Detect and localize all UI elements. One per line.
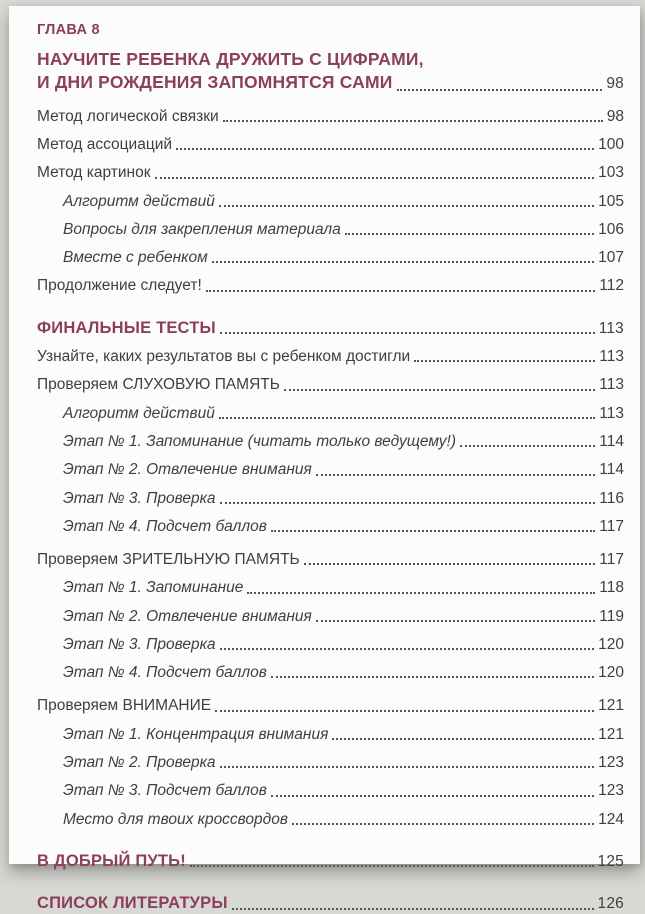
toc-entry-line <box>63 193 624 211</box>
page-number: 121 <box>598 725 624 743</box>
page-number: 114 <box>599 461 624 479</box>
page-number: 98 <box>606 75 624 93</box>
toc-entry-text: В ДОБРЫЙ ПУТЬ! <box>37 851 186 870</box>
toc-entry-text: Этап № 2. Проверка <box>63 754 216 772</box>
toc-entry-text: Вопросы для закрепления материала <box>63 220 341 238</box>
page-number: 117 <box>599 551 624 569</box>
page-number: 113 <box>599 404 624 422</box>
toc-entry <box>37 22 624 39</box>
toc-entry <box>37 108 624 126</box>
toc-entry <box>37 461 624 479</box>
dot-leader <box>223 120 603 122</box>
toc-entry-line <box>37 164 624 182</box>
dot-leader <box>219 417 595 419</box>
toc-entry <box>37 249 624 267</box>
page-number: 119 <box>599 607 624 625</box>
toc-entry-line <box>63 405 624 423</box>
toc-entry-text: Проверяем ЗРИТЕЛЬНУЮ ПАМЯТЬ <box>37 551 300 569</box>
dot-leader <box>284 389 595 391</box>
toc-entry-text: Алгоритм действий <box>63 192 215 210</box>
toc-entry-text: Этап № 1. Запоминание (читать только ведущему!) <box>63 432 457 450</box>
toc-entry <box>37 277 624 295</box>
page-number: 125 <box>597 852 624 870</box>
toc-entry-line <box>63 518 624 536</box>
toc-entry <box>37 319 624 338</box>
toc-entry-line <box>37 71 624 94</box>
dot-leader <box>215 710 594 712</box>
toc-entry-text: НАУЧИТЕ РЕБЕНКА ДРУЖИТЬ С ЦИФРАМИ, <box>37 49 424 70</box>
toc-entry <box>37 136 624 154</box>
dot-leader <box>206 290 596 292</box>
toc-entry <box>37 433 624 451</box>
table-of-contents <box>37 22 624 914</box>
toc-entry <box>37 754 624 772</box>
toc-entry-text: Метод картинок <box>37 164 151 182</box>
toc-entry <box>37 811 624 829</box>
toc-entry <box>37 490 624 508</box>
page-number: 98 <box>606 107 624 125</box>
toc-entry-text: И ДНИ РОЖДЕНИЯ ЗАПОМНЯТСЯ САМИ <box>37 72 393 93</box>
page-number: 124 <box>598 810 624 828</box>
toc-entry-line <box>37 852 624 871</box>
page-number: 107 <box>598 249 624 267</box>
dot-leader <box>271 795 594 797</box>
dot-leader <box>271 530 595 532</box>
page-number: 103 <box>598 164 624 182</box>
toc-entry-line <box>63 579 624 597</box>
dot-leader <box>232 908 594 910</box>
page-number: 120 <box>598 635 624 653</box>
page-number: 123 <box>598 754 624 772</box>
page-number: 113 <box>599 348 624 366</box>
toc-entry-line <box>37 108 624 126</box>
dot-leader <box>219 205 594 207</box>
dot-leader <box>460 445 595 447</box>
toc-entry-line <box>37 22 624 39</box>
dot-leader <box>292 823 594 825</box>
toc-entry <box>37 636 624 654</box>
toc-entry-line <box>63 664 624 682</box>
toc-entry-text: Этап № 2. Отвлечение внимания <box>63 607 312 625</box>
page-number: 113 <box>599 376 624 394</box>
dot-leader <box>220 332 595 334</box>
toc-entry-text: Этап № 1. Концентрация внимания <box>63 725 329 743</box>
book-page <box>9 6 640 913</box>
toc-entry-text: Проверяем ВНИМАНИЕ <box>37 697 212 715</box>
toc-entry-line <box>63 433 624 451</box>
toc-entry <box>37 608 624 626</box>
dot-leader <box>316 474 596 476</box>
toc-entry <box>37 664 624 682</box>
toc-entry <box>37 518 624 536</box>
page-number: 105 <box>598 192 624 210</box>
toc-entry-line <box>63 461 624 479</box>
dot-leader <box>345 233 594 235</box>
dot-leader <box>304 563 596 565</box>
dot-leader <box>332 738 594 740</box>
toc-entry-line <box>63 782 624 800</box>
dot-leader <box>220 648 595 650</box>
toc-entry-text: Этап № 1. Запоминание <box>63 579 244 597</box>
toc-entry-line <box>37 551 624 569</box>
toc-entry-line <box>63 726 624 744</box>
dot-leader <box>190 865 594 867</box>
page-number: 120 <box>598 664 624 682</box>
page-number: 118 <box>599 579 624 597</box>
toc-entry <box>37 726 624 744</box>
dot-leader <box>212 261 594 263</box>
toc-entry <box>37 164 624 182</box>
toc-entry <box>37 405 624 423</box>
toc-entry <box>37 193 624 211</box>
dot-leader <box>220 766 595 768</box>
toc-entry <box>37 48 624 95</box>
toc-entry-text: ФИНАЛЬНЫЕ ТЕСТЫ <box>37 318 216 337</box>
page-number: 106 <box>598 220 624 238</box>
toc-entry-line <box>63 636 624 654</box>
page-number: 116 <box>599 489 624 507</box>
toc-entry-line <box>37 348 624 366</box>
page-number: 112 <box>599 277 624 295</box>
dot-leader <box>271 676 594 678</box>
toc-entry-text: Вместе с ребенком <box>63 249 208 267</box>
toc-entry-text: Этап № 4. Подсчет баллов <box>63 664 267 682</box>
dot-leader <box>414 360 595 362</box>
toc-entry-line <box>37 277 624 295</box>
toc-entry-line <box>63 249 624 267</box>
page-number: 114 <box>599 432 624 450</box>
toc-entry-line <box>37 136 624 154</box>
toc-entry <box>37 376 624 394</box>
dot-leader <box>247 592 595 594</box>
toc-entry-line <box>37 376 624 394</box>
toc-entry-text: Продолжение следует! <box>37 277 202 295</box>
toc-entry-text: Метод логической связки <box>37 107 219 125</box>
toc-entry <box>37 894 624 913</box>
toc-entry <box>37 852 624 871</box>
page-number: 117 <box>599 517 624 535</box>
dot-leader <box>176 148 594 150</box>
toc-entry-line <box>37 697 624 715</box>
toc-entry-text: Алгоритм действий <box>63 404 215 422</box>
page-number: 121 <box>598 697 624 715</box>
toc-entry <box>37 221 624 239</box>
toc-entry-text: Метод ассоциаций <box>37 135 173 153</box>
toc-entry <box>37 348 624 366</box>
toc-entry-text: Этап № 3. Проверка <box>63 635 216 653</box>
toc-entry <box>37 782 624 800</box>
dot-leader <box>220 502 596 504</box>
toc-entry-line <box>63 811 624 829</box>
toc-entry-line <box>63 221 624 239</box>
toc-entry-text: Место для твоих кроссвордов <box>63 810 288 828</box>
toc-entry-text: ГЛАВА 8 <box>37 22 100 38</box>
toc-entry <box>37 579 624 597</box>
toc-entry-line <box>37 319 624 338</box>
toc-entry-line <box>37 894 624 913</box>
page-number: 126 <box>597 895 624 913</box>
toc-entry-text: Узнайте, каких результатов вы с ребенком достигли <box>37 348 411 366</box>
toc-entry-line <box>63 608 624 626</box>
dot-leader <box>316 620 596 622</box>
toc-entry <box>37 697 624 715</box>
toc-entry-text: Проверяем СЛУХОВУЮ ПАМЯТЬ <box>37 376 280 394</box>
page-number: 123 <box>598 782 624 800</box>
toc-entry-text: СПИСОК ЛИТЕРАТУРЫ <box>37 894 228 913</box>
toc-entry-text: Этап № 3. Проверка <box>63 489 216 507</box>
toc-entry-text: Этап № 2. Отвлечение внимания <box>63 461 312 479</box>
dot-leader <box>155 177 595 179</box>
toc-entry-text: Этап № 4. Подсчет баллов <box>63 517 267 535</box>
toc-entry-text: Этап № 3. Подсчет баллов <box>63 782 267 800</box>
dot-leader <box>397 89 603 91</box>
toc-entry-line <box>63 490 624 508</box>
toc-entry <box>37 551 624 569</box>
page-number: 100 <box>598 135 624 153</box>
page-number: 113 <box>598 319 624 337</box>
toc-entry-line <box>63 754 624 772</box>
